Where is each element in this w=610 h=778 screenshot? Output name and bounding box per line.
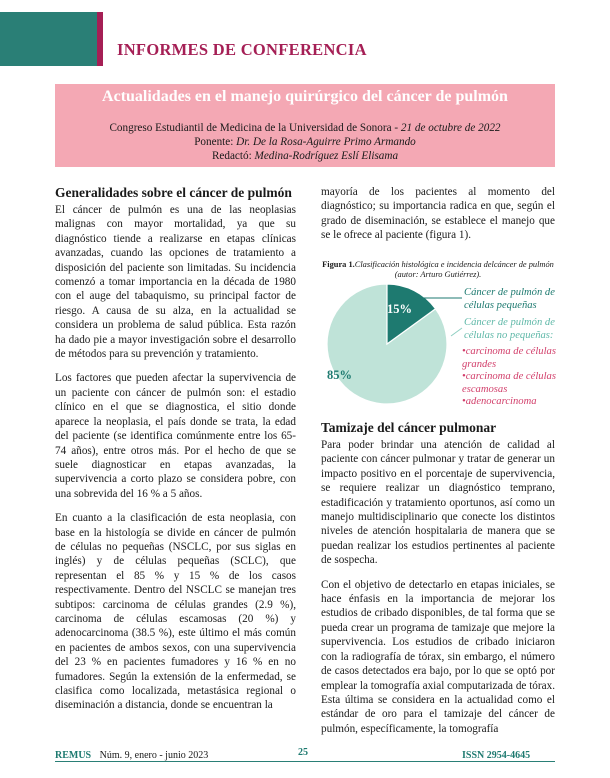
congress-name: Congreso Estudiantil de Medicina de la Universidad de Sonora - [109,122,401,134]
paragraph: Los factores que pueden afectar la supervivencia de un paciente con cáncer de pulmón son: el estadio clínico en el que se diagnostica, el sitio donde aparece la neoplasia, el país donde se trata, la edad del paciente (se identifica comúnmente entre los 65-74 años), entre otros más. Por el hecho de que se suele diagnosticar en etapas avanzadas, la supervivencia a corto plazo se considera pobre, con una sobrevida del 16 % a 5 años. [55,372,296,500]
section-heading: Tamizaje del cáncer pulmonar [321,420,497,435]
page-number: 25 [298,747,308,758]
ponente-label: Ponente: [194,136,237,148]
right-column-top [321,185,555,253]
legend-subtype: •adenocarcinoma [462,396,537,407]
ponente-line [55,135,555,149]
legend-subtype-list [462,346,558,409]
redacto-label: Redactó: [211,150,255,162]
footer-left [55,750,208,761]
header-accent-bar [97,12,103,66]
figure-caption [321,260,555,280]
journal-name: REMUS [55,750,92,761]
left-column [55,185,296,723]
pie-label-85: 85% [327,368,352,382]
ponente-name: Dr. De la Rosa-Aguirre Primo Armando [236,136,416,148]
redacto-name: Medina-Rodríguez Eslí Elisama [254,150,399,162]
section-title: INFORMES DE CONFERENCIA [117,40,367,59]
redacto-line [55,149,555,163]
paragraph: El cáncer de pulmón es una de las neoplasias malignas con mayor mortalidad, ya que su diagnóstico tiende a realizarse en etapas clínicas avanzadas, cuando las opciones de tratamiento a disposición del paciente son limitadas. Su incidencia comenzó a tomar importancia en la década de 1980 con el auge del tabaquismo, su principal factor de riesgo. A causa de su alza, en la actualidad se considera un problema de salud pública. Esta razón ha dado pie a mayor investigación sobre el desarrollo de métodos para su prevención y tratamiento. [55,204,296,361]
paragraph: Con el objetivo de detectarlo en etapas iniciales, se hace énfasis en la importancia de mejorar los estudios de cribado disponibles, de tal forma que se pueda crear un programa de tamizaje que mejore la supervivencia. Los estudios de cribado iniciaron con la radiografía de tórax, sin embargo, el número de casos detectados era bajo, por lo que se optó por emplear la tomografía axial computarizada de tórax. Esta última se considera en la actualidad como el estándar de oro para el tamizaje del cáncer de pulmón, específicamente, la tomografía [321,578,555,735]
section-heading: Generalidades sobre el cáncer de pulmón [55,185,292,200]
article-title: Actualidades en el manejo quirúrgico del cáncer de pulmón [102,88,508,105]
legend-subtype: •carcinoma de células escamosas [462,371,556,395]
header-teal-bar [0,12,100,66]
legend-small-cell: Cáncer de pulmón de células pequeñas [464,287,555,311]
legend-non-small-cell: Cáncer de pulmón de células no pequeñas: [464,317,555,341]
pie-label-15: 15% [387,302,412,316]
paragraph: mayoría de los pacientes al momento del diagnóstico; su importancia radica en que, según el grado de diseminación, se establece el manejo que se le ofrece al paciente (figura 1). [321,186,555,242]
paragraph: En cuanto a la clasificación de esta neoplasia, con base en la histología se divide en cáncer de pulmón de células no pequeñas (NSCLC, por sus siglas en inglés) y de células pequeñas (SCLC), que representan el 85 % y 15 % de los casos respectivamente. Dentro del NSCLC se manejan tres subtipos: carcinoma de células grandes (2.9 %), carcinoma de células escamosas (20 %) y adenocarcinoma (38.5 %), este último el más común en pacientes de ambos sexos, con una supervivencia del 23 % en pacientes fumadores y 16 % en no fumadores. Según la extensión de la enfermedad, se clasifica como localizada, metastásica regional o diseminación a distancia, donde se encuentran la [55,512,296,712]
congress-date: 21 de octubre de 2022 [400,122,501,134]
figure-caption-text: Clasificación histológica e incidencia delcáncer de pulmón (autor: Arturo Gutiérrez). [354,260,554,279]
leader-line-large [451,328,462,336]
legend-subtype: •carcinoma de células grandes [462,346,556,370]
congress-line [55,121,555,135]
issue-info: Núm. 9, enero - junio 2023 [99,750,209,761]
paragraph: Para poder brindar una atención de calidad al paciente con cáncer pulmonar y tratar de generar un impacto positivo en el porcentaje de supervivencia, se requiere realizar un diagnóstico temprano, estadificación y tratamiento oportunos, así como un manejo multidisciplinario que conecte los distintos niveles de atención hospitalaria de manera que se puedan realizar los estudios pertinentes al paciente de sospecha. [321,439,555,567]
issn: ISSN 2954-4645 [462,750,531,761]
footer-rule [55,761,555,762]
right-column-bottom [321,420,555,746]
figure-label: Figura 1. [322,260,355,269]
